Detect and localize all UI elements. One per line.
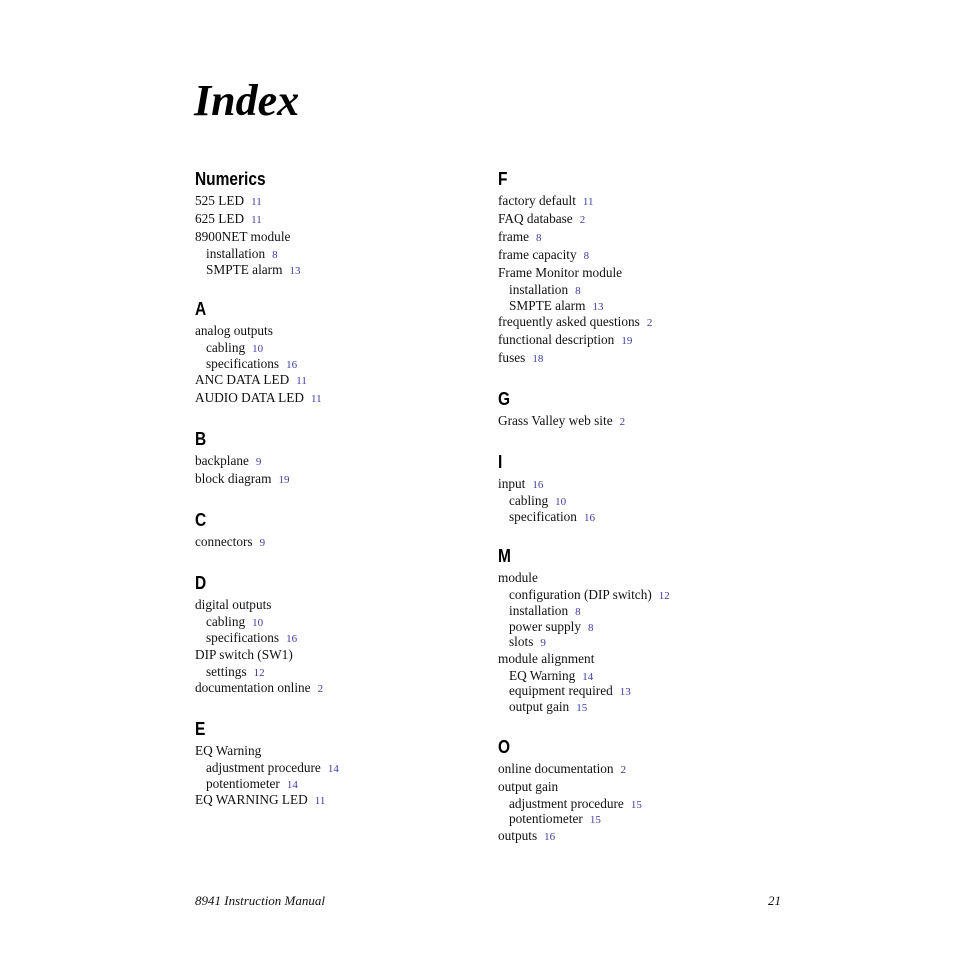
index-subentry (195, 630, 485, 646)
entry-term: adjustment procedure (509, 795, 624, 811)
index-subentry (498, 587, 788, 603)
index-entry (498, 331, 788, 349)
index-entry (195, 228, 485, 246)
page-link[interactable]: 2 (317, 683, 324, 696)
page-link[interactable]: 16 (286, 632, 298, 645)
entry-term: specifications (206, 355, 280, 371)
index-subentry (498, 298, 788, 314)
page-link[interactable]: 16 (544, 830, 556, 843)
entry-term: functional description (498, 332, 615, 348)
page-link[interactable]: 14 (327, 763, 339, 776)
index-entry (195, 596, 485, 614)
section-heading: F (498, 169, 508, 189)
index-section (195, 571, 485, 697)
index-subentry (195, 776, 485, 792)
index-section (498, 450, 788, 524)
entry-term: module alignment (498, 650, 595, 666)
index-entry (195, 533, 485, 551)
index-entry (195, 742, 485, 760)
entry-term: 8900NET module (195, 229, 291, 244)
page-link[interactable]: 15 (630, 798, 642, 811)
entry-term: Frame Monitor module (498, 265, 623, 280)
entry-term: frame capacity (498, 247, 577, 262)
section-heading: B (195, 429, 207, 450)
entry-term: settings (206, 663, 247, 679)
index-subentry (498, 619, 788, 635)
page-link[interactable]: 8 (272, 249, 278, 261)
entry-term: EQ Warning (195, 743, 262, 759)
page-link[interactable]: 11 (251, 196, 262, 208)
entry-term: cabling (509, 493, 549, 509)
index-entry (498, 264, 788, 282)
index-entry (498, 210, 788, 228)
page-link[interactable]: 12 (253, 666, 265, 679)
entry-term: Grass Valley web site (498, 413, 613, 429)
index-section (498, 167, 788, 367)
page-link[interactable]: 10 (252, 617, 264, 630)
entry-term: potentiometer (206, 775, 280, 791)
index-subentry (498, 811, 788, 827)
index-entry (498, 650, 788, 668)
index-entry (498, 827, 788, 845)
entry-term: backplane (195, 453, 249, 469)
index-column-right (498, 167, 788, 865)
entry-term: adjustment procedure (206, 760, 321, 776)
index-entry (498, 569, 788, 587)
section-heading: G (498, 389, 511, 410)
page-title: Index (194, 76, 300, 125)
index-entry (498, 246, 788, 264)
page-link[interactable]: 9 (259, 537, 266, 550)
index-entry (498, 412, 788, 430)
entry-term: cabling (206, 340, 246, 356)
index-subentry (195, 246, 485, 262)
index-entry (498, 778, 788, 796)
section-heading: O (498, 736, 511, 757)
index-subentry (498, 603, 788, 619)
index-subentry (195, 664, 485, 680)
entry-term: 625 LED (195, 211, 245, 226)
page-link[interactable]: 2 (579, 214, 586, 226)
section-heading: D (195, 573, 207, 594)
entry-term: potentiometer (509, 811, 583, 827)
page-link[interactable]: 14 (286, 778, 298, 791)
page-link[interactable]: 19 (278, 474, 290, 487)
index-entry (195, 646, 485, 664)
index-subentry (195, 262, 485, 278)
entry-term: online documentation (498, 760, 614, 776)
entry-term: connectors (195, 534, 253, 550)
entry-term: documentation online (195, 680, 311, 696)
index-section (195, 167, 485, 277)
index-subentry (498, 493, 788, 509)
index-subentry (498, 509, 788, 525)
index-entry (195, 791, 485, 809)
entry-term: output gain (498, 778, 559, 794)
entry-term: frame (498, 229, 530, 244)
page-link[interactable]: 15 (576, 701, 588, 714)
page-link[interactable]: 8 (536, 232, 542, 244)
entry-term: fuses (498, 350, 526, 366)
index-subentry (195, 356, 485, 372)
index-entry (195, 210, 485, 228)
entry-term: configuration (DIP switch) (509, 587, 652, 603)
index-column-left (195, 167, 485, 829)
index-subentry (195, 340, 485, 356)
index-subentry (195, 614, 485, 630)
entry-term: slots (509, 634, 534, 650)
index-entry (195, 322, 485, 340)
entry-term: installation (206, 246, 266, 261)
entry-term: cabling (206, 614, 246, 630)
entry-term: digital outputs (195, 597, 272, 613)
entry-term: factory default (498, 193, 576, 208)
entry-term: SMPTE alarm (509, 297, 586, 313)
entry-term: module (498, 570, 538, 586)
page-link[interactable]: 8 (575, 605, 581, 618)
page-link[interactable]: 11 (296, 375, 307, 388)
index-entry (498, 349, 788, 367)
entry-term: DIP switch (SW1) (195, 646, 293, 662)
page-link[interactable]: 12 (658, 590, 670, 603)
page-link[interactable]: 11 (311, 393, 322, 406)
entry-term: FAQ database (498, 211, 573, 226)
entry-term: equipment required (509, 683, 613, 699)
entry-term: SMPTE alarm (206, 261, 283, 277)
entry-term: specifications (206, 629, 280, 645)
page-link[interactable]: 16 (583, 511, 595, 524)
entry-term: EQ Warning (509, 667, 576, 683)
footer-page-number: 21 (768, 893, 781, 908)
page-link[interactable]: 2 (620, 763, 627, 776)
index-subentry (498, 699, 788, 715)
index-entry (498, 228, 788, 246)
section-heading: I (498, 452, 503, 473)
index-subentry (498, 683, 788, 699)
page-link[interactable]: 14 (582, 670, 594, 683)
index-entry (498, 313, 788, 331)
index-section (195, 427, 485, 488)
page-link[interactable]: 9 (540, 637, 546, 650)
index-entry (498, 192, 788, 210)
index-entry (195, 470, 485, 488)
page-link[interactable]: 8 (575, 285, 581, 297)
index-subentry (498, 282, 788, 298)
entry-term: specification (509, 508, 577, 524)
entry-term: block diagram (195, 471, 272, 487)
index-section (195, 508, 485, 551)
index-entry (195, 389, 485, 407)
page-link[interactable]: 2 (619, 416, 626, 429)
page-link[interactable]: 2 (646, 317, 653, 330)
index-subentry (498, 668, 788, 684)
index-entry (195, 452, 485, 470)
index-section (498, 544, 788, 714)
entry-term: EQ WARNING LED (195, 792, 308, 808)
index-section (195, 297, 485, 407)
page-link[interactable]: 15 (589, 814, 601, 827)
page-link[interactable]: 16 (286, 358, 298, 371)
entry-term: analog outputs (195, 323, 273, 339)
page-link[interactable]: 10 (555, 496, 567, 509)
index-section (195, 717, 485, 809)
page-link[interactable]: 10 (252, 343, 264, 356)
page-link[interactable]: 11 (251, 214, 262, 226)
page-link[interactable]: 16 (532, 479, 544, 492)
entry-term: 525 LED (195, 193, 245, 208)
page-link[interactable]: 13 (592, 300, 604, 313)
index-entry (195, 679, 485, 697)
index-subentry (498, 796, 788, 812)
page-link[interactable]: 11 (314, 795, 326, 808)
page-link[interactable]: 18 (532, 353, 544, 366)
page-link[interactable]: 13 (289, 264, 301, 277)
index-entry (498, 475, 788, 493)
page-link[interactable]: 8 (583, 250, 590, 262)
index-section (498, 735, 788, 845)
page-link[interactable]: 19 (621, 335, 633, 348)
entry-term: installation (509, 602, 569, 618)
index-entry (498, 760, 788, 778)
section-heading: C (195, 510, 207, 531)
page-link[interactable]: 8 (588, 621, 594, 634)
index-subentry (498, 634, 788, 650)
section-heading: Numerics (195, 169, 266, 189)
section-heading: M (498, 546, 511, 567)
index-section (498, 387, 788, 430)
section-heading: E (195, 719, 206, 740)
section-heading: A (195, 299, 207, 320)
entry-term: ANC DATA LED (195, 372, 290, 388)
index-entry (195, 371, 485, 389)
entry-term: AUDIO DATA LED (195, 390, 304, 406)
footer-manual-title: 8941 Instruction Manual (195, 893, 325, 908)
page-link[interactable]: 13 (619, 686, 631, 699)
index-entry (195, 192, 485, 210)
entry-term: output gain (509, 698, 570, 714)
entry-term: outputs (498, 827, 538, 843)
page-link[interactable]: 9 (255, 456, 262, 469)
entry-term: power supply (509, 618, 582, 634)
entry-term: installation (509, 282, 569, 297)
entry-term: input (498, 476, 526, 492)
index-subentry (195, 760, 485, 776)
entry-term: frequently asked questions (498, 314, 640, 330)
page-link[interactable]: 11 (582, 196, 594, 208)
